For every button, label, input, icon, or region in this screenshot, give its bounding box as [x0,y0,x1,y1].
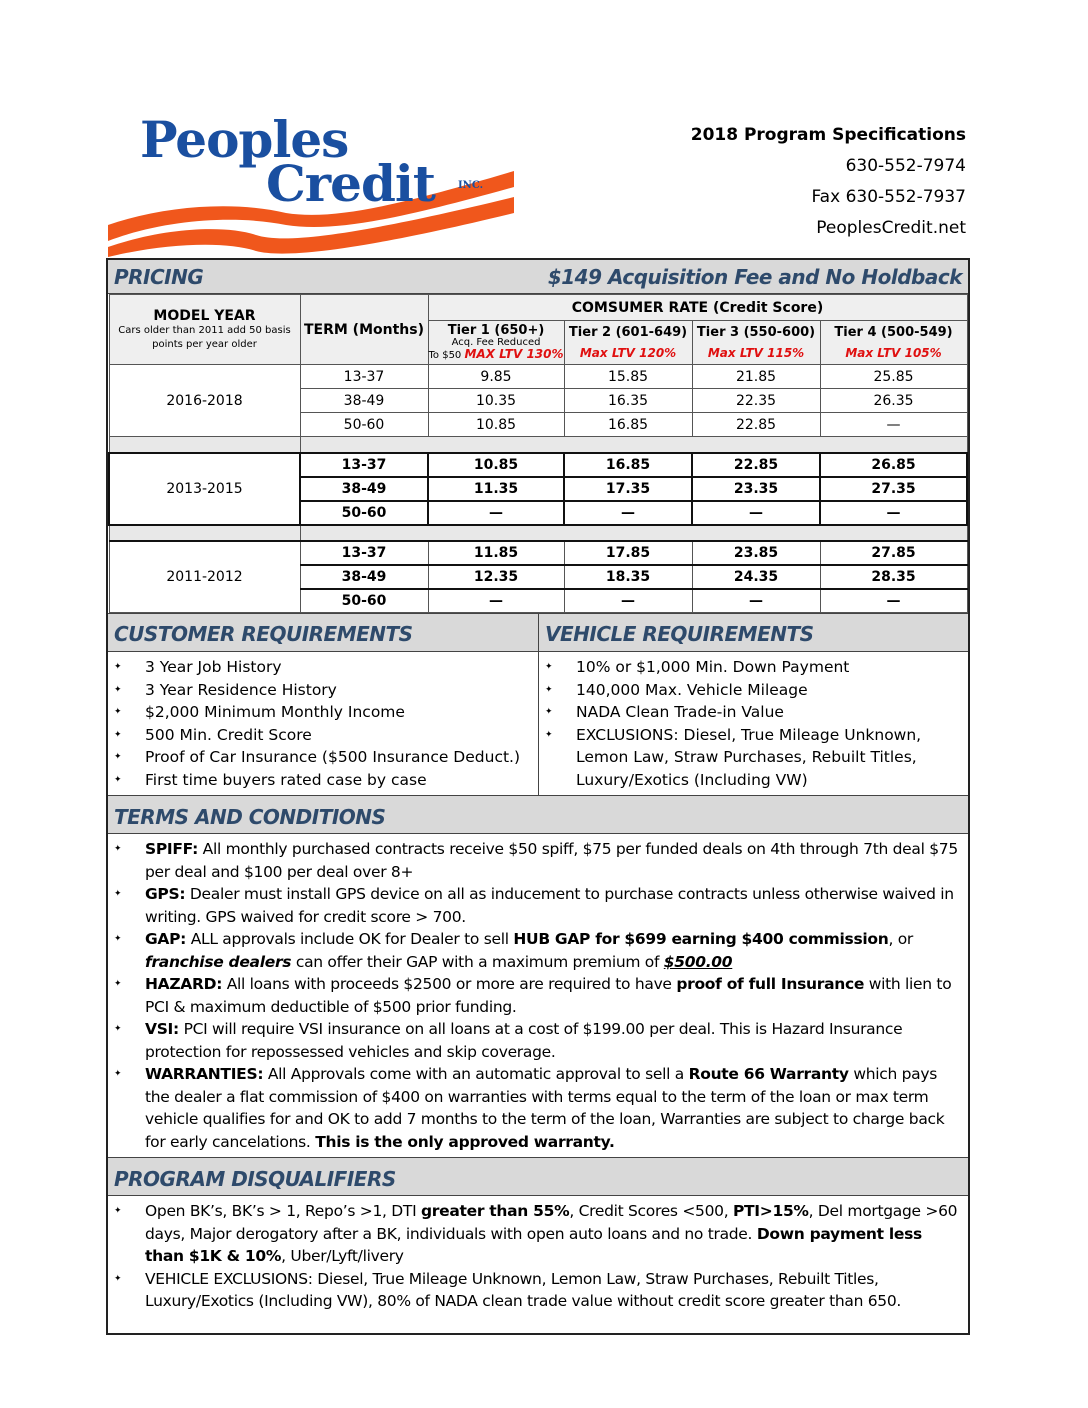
rate-cell: 16.35 [564,389,692,413]
rate-cell: 11.35 [428,477,564,501]
disq-text: , Credit Scores <500, [569,1202,733,1220]
rate-cell: 11.85 [428,541,564,565]
col-term [300,295,428,365]
rate-cell: — [428,501,564,525]
spacer-cell [300,525,967,541]
disqualifier-item [114,1200,962,1268]
model-year-cell: 2011-2012 [109,541,300,613]
rate-cell: — [820,413,967,437]
disq-text: Open BK’s, BK’s > 1, Repo’s >1, DTI [145,1202,422,1220]
rate-cell: 17.35 [564,477,692,501]
term-text: ALL approvals include OK for Dealer to sell [186,930,514,948]
term-vsi [114,1018,962,1063]
col-term-label: TERM (Months) [303,321,424,338]
disq-emphasis: PTI>15% [732,1202,809,1220]
tier-4-header [820,321,967,365]
terms-section [108,795,968,1157]
disqualifiers-heading: PROGRAM DISQUALIFIERS [114,1167,396,1191]
rate-cell: — [820,589,967,613]
term-label: GAP: [145,930,187,948]
term-emphasis: $500.00 [663,952,733,971]
rate-cell: 10.35 [428,389,564,413]
rate-cell: — [428,589,564,613]
pricing-heading: PRICING [114,265,204,289]
term-emphasis: proof of full Insurance [676,975,865,993]
customer-requirements [108,614,538,795]
list-item: ✦ $2,000 Minimum Monthly Income [114,701,532,724]
vehicle-requirements-heading: VEHICLE REQUIREMENTS [545,622,814,646]
spacer-cell [300,437,967,453]
tier-4-name: Tier 4 (500-549) [834,325,953,340]
list-item: ✦ 3 Year Job History [114,656,532,679]
contact-block [691,120,966,244]
term-emphasis: Route 66 Warranty [688,1065,849,1083]
vehicle-requirements-list [539,652,968,795]
spacer-cell [109,525,300,541]
list-item: ✦ EXCLUSIONS: Diesel, True Mileage Unknown, Lemon Law, Straw Purchases, Rebuilt Titles, Luxury/Exotics (Including VW) [545,724,962,792]
customer-requirements-list [108,652,538,795]
term-cell: 50-60 [300,589,428,613]
term-cell: 50-60 [300,413,428,437]
customer-requirements-heading: CUSTOMER REQUIREMENTS [114,622,413,646]
terms-header [108,796,968,834]
tier-4-ltv: Max LTV 105% [845,346,942,360]
col-model-year-note: Cars older than 2011 add 50 basis points per year older [118,324,291,350]
list-item: ✦ 140,000 Max. Vehicle Mileage [545,679,962,702]
tier-2-name: Tier 2 (601-649) [568,325,688,340]
tier-1-ltv: MAX LTV 130% [464,347,564,361]
tier-2-header [564,321,692,365]
term-cell: 13-37 [300,541,428,565]
term-cell: 13-37 [300,365,428,389]
term-emphasis: This is the only approved warranty. [315,1132,615,1151]
col-model-year-label: MODEL YEAR [153,307,256,324]
tier-2-ltv: Max LTV 120% [579,346,677,360]
rate-cell: — [820,501,967,525]
list-item: ✦ 10% or $1,000 Min. Down Payment [545,656,962,679]
phone-number: 630-552-7974 [845,156,966,176]
vehicle-requirements [538,614,968,795]
term-cell: 13-37 [300,453,428,477]
rate-cell: 10.85 [428,413,564,437]
requirements-row [108,613,968,795]
rate-cell: 25.85 [820,365,967,389]
group-2011-2012 [109,541,967,613]
term-label: WARRANTIES: [145,1065,264,1083]
rate-cell: 23.35 [692,477,820,501]
tier-1-header [428,321,564,365]
term-text: with lien to PCI & maximum deductible of $500 prior funding. [145,975,952,1016]
list-item: ✦ First time buyers rated case by case [114,769,532,792]
tier-3-name: Tier 3 (550-600) [696,325,816,340]
fax-number: Fax 630-552-7937 [811,187,966,207]
rate-cell: 27.85 [820,541,967,565]
term-warranties [114,1063,962,1153]
tier-1-note2: To $50 [428,350,462,361]
spacer-2 [109,525,967,541]
list-item: ✦ NADA Clean Trade-in Value [545,701,962,724]
term-label: GPS: [145,885,186,903]
disq-text: , Uber/Lyft/livery [281,1247,404,1265]
rate-cell: — [692,589,820,613]
rate-cell: 16.85 [564,453,692,477]
disqualifiers-list [108,1196,968,1317]
group-2016-2018 [109,365,967,453]
table-row [109,365,967,389]
rate-cell: 15.85 [564,365,692,389]
rate-cell: — [564,501,692,525]
pricing-table [108,294,968,613]
term-text: Dealer must install GPS device on all as inducement to purchase contracts unless otherwise waived in writing. GPS waived for credit score > 700. [145,885,954,926]
disq-text: , Del mortgage >60 days, Major derogatory after a BK, individuals with open auto loans and no trade. [145,1202,958,1243]
term-text: All loans with proceeds $2500 or more are required to have [222,975,677,993]
term-label: VSI: [145,1020,179,1038]
disq-emphasis: Down payment less than $1K & 10% [145,1224,922,1265]
disqualifier-item: ✦ VEHICLE EXCLUSIONS: Diesel, True Mileage Unknown, Lemon Law, Straw Purchases, Rebuilt Titles, Luxury/Exotics (Including VW), 80% of NADA clean trade value without credit score greater than 650. [114,1268,962,1313]
term-spiff [114,838,962,883]
model-year-cell: 2016-2018 [109,365,300,437]
term-text: , or [888,930,914,948]
tier-1-note: Acq. Fee Reduced [451,337,541,348]
terms-list [108,834,968,1157]
rate-cell: 28.35 [820,565,967,589]
terms-heading: TERMS AND CONDITIONS [114,805,386,829]
term-gps [114,883,962,928]
term-text: All Approvals come with an automatic approval to sell a [263,1065,689,1083]
term-text: can offer their GAP with a maximum premium of [291,952,664,971]
rate-cell: 21.85 [692,365,820,389]
spacer-cell [109,437,300,453]
rate-cell: 23.85 [692,541,820,565]
rate-cell: 24.35 [692,565,820,589]
col-consumer-rate-label: COMSUMER RATE (Credit Score) [571,299,824,316]
disqualifiers-header [108,1158,968,1196]
term-cell: 38-49 [300,565,428,589]
pricing-tagline: $149 Acquisition Fee and No Holdback [547,265,962,289]
list-item: ✦ 500 Min. Credit Score [114,724,532,747]
disqualifiers-section [108,1157,968,1333]
customer-requirements-header [108,614,538,652]
logo-word-peoples: Peoples [140,110,349,169]
pricing-header [108,260,968,294]
disq-emphasis: greater than 55% [421,1202,570,1220]
logo-inc: INC. [458,180,484,191]
term-hazard [114,973,962,1018]
rate-cell: 18.35 [564,565,692,589]
disqualifiers-padding [108,1317,968,1333]
document-title: 2018 Program Specifications [690,125,966,145]
term-gap [114,928,962,973]
col-model-year [109,295,300,365]
spacer-row [109,437,967,453]
rate-cell: 26.85 [820,453,967,477]
rate-cell: 17.85 [564,541,692,565]
table-row [109,453,967,477]
rate-cell: 9.85 [428,365,564,389]
model-year-cell: 2013-2015 [109,453,300,525]
col-consumer-rate [428,295,967,321]
term-label: HAZARD: [145,975,223,993]
term-text: All monthly purchased contracts receive $50 spiff, $75 per funded deals on 4th through 7th deal $75 per deal and $100 per deal over 8+ [145,840,958,881]
rate-cell: — [692,501,820,525]
rate-cell: 22.35 [692,389,820,413]
list-item: ✦ Proof of Car Insurance ($500 Insurance Deduct.) [114,746,532,769]
table-row [109,541,967,565]
spacer-row [109,525,967,541]
rate-cell: 27.35 [820,477,967,501]
term-label: SPIFF: [145,840,199,858]
rate-cell: 10.85 [428,453,564,477]
rate-cell: 22.85 [692,453,820,477]
rate-cell: 16.85 [564,413,692,437]
group-2013-2015 [109,453,967,525]
tier-1-ltv-line [429,348,564,362]
rate-cell: 22.85 [692,413,820,437]
rate-cell: 12.35 [428,565,564,589]
term-cell: 38-49 [300,389,428,413]
rate-cell: — [564,589,692,613]
logo-word-credit: Credit [266,154,435,213]
term-cell: 38-49 [300,477,428,501]
term-emphasis: HUB GAP for $699 earning $400 commission [513,930,889,948]
list-item: ✦ 3 Year Residence History [114,679,532,702]
term-text: which pays the dealer a flat commission of $400 on warranties with terms equal to the term of the loan or max term vehicle qualifies for and OK to add 7 months to the term of the loan, Warranties are subject to charge back for early cancelations. [145,1065,945,1151]
rate-cell: 26.35 [820,389,967,413]
tier-1-name: Tier 1 (650+) [447,323,545,338]
term-text: PCI will require VSI insurance on all loans at a cost of $199.00 per deal. This is Hazard Insurance protection for repossessed vehicles and skip coverage. [145,1020,903,1061]
vehicle-requirements-header [539,614,968,652]
term-cell: 50-60 [300,501,428,525]
peoples-credit-logo [106,108,516,258]
term-emphasis: franchise dealers [145,952,292,971]
tier-3-ltv: Max LTV 115% [707,346,805,360]
website[interactable]: PeoplesCredit.net [816,218,966,238]
tier-3-header [692,321,820,365]
program-spec-frame [106,258,970,1335]
